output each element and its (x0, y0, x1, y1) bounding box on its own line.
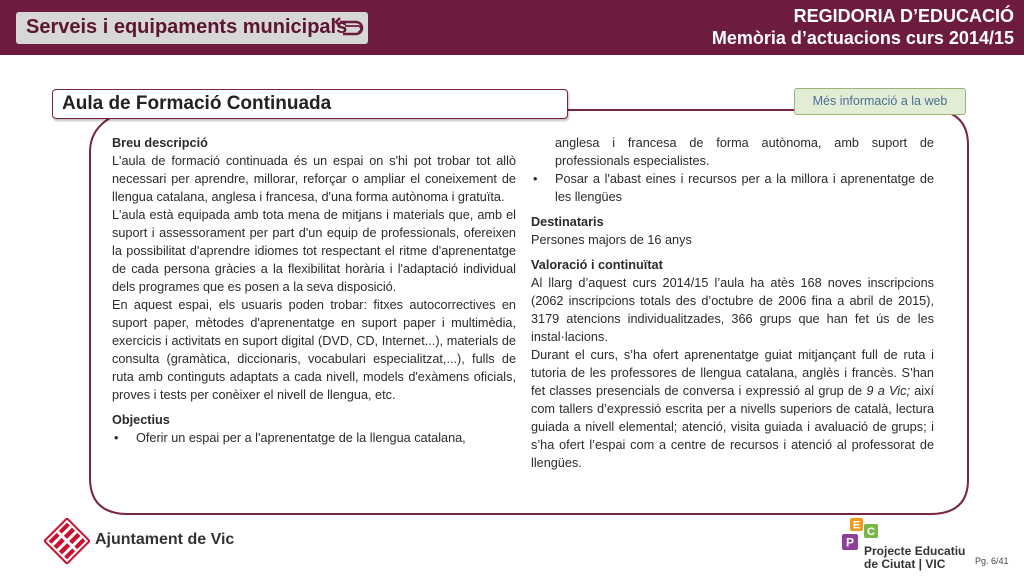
breu-paragraph-3: En aquest espai, els usuaris poden trobar: fitxes autocorrectives en suport paper, mètodes d'aprenentatge en suport paper i multimèdia, exercicis i activitats en suport digital (DVD, CD, Internet...), materials de consulta (gramàtica, diccionaris, vocabulari especialitzat,...), fulls de ruta amb continguts adaptats a cada nivell, models d'exàmens oficials, proves i tests per conèixer el nivell de llengua, etc. (112, 298, 516, 402)
pec-letter-e: E (852, 519, 861, 532)
valoracio-p2-a: Durant el curs, s’ha ofert aprenentatge guiat mitjançant full de ruta i tutoria de les professores de llengua catalana, anglès i francès. S’han fet classes presencials de conversa i expressió al grup de (531, 348, 934, 398)
department-title: REGIDORIA D’EDUCACIÓ (793, 6, 1014, 26)
pec-letter-c: C (867, 526, 875, 538)
more-info-label: Més informació a la web (812, 94, 948, 108)
destinataris-heading: Destinataris (531, 215, 604, 229)
pec-line-2: de Ciutat | VIC (864, 557, 946, 571)
valoracio-p2-em: 9 a Vic; (866, 384, 910, 398)
bullet-dot: • (533, 172, 538, 186)
breu-paragraph-1: L'aula de formació continuada és un espai on s'hi pot trobar tot allò necessari per aprendre, millorar, reforçar o ampliar el coneixement de llengua catalana, anglesa i francesa, d'una forma autònoma i gratuïta. (112, 154, 516, 204)
pec-letter-p: P (845, 535, 855, 550)
breu-heading: Breu descripció (112, 136, 208, 150)
report-title: Memòria d’actuacions curs 2014/15 (711, 28, 1014, 48)
right-column (531, 134, 934, 472)
objectius-bullet-2-text: Posar a l'abast eines i recursos per a la millora i aprenentatge de les llengües (555, 172, 934, 204)
card-title: Aula de Formació Continuada (62, 93, 332, 114)
ajuntament-logo-text: Ajuntament de Vic (95, 531, 235, 548)
objectius-bullet-1-cont (531, 134, 934, 170)
section-title: Serveis i equipaments municipals (26, 16, 348, 38)
objectius-bullet-1-text: Oferir un espai per a l'aprenentatge de la llengua catalana, (136, 431, 466, 445)
coat-of-arms-icon (44, 518, 90, 564)
card-title-box (52, 89, 568, 119)
valoracio-heading: Valoració i continuïtat (531, 258, 663, 272)
valoracio-paragraph-1: Al llarg d’aquest curs 2014/15 l’aula ha atès 168 noves inscripcions (2062 inscripcions totals des d’octubre de 2006 fina a abril de 2015), 3179 atencions individualitzades, 366 grups que han fet ús de les instal·lacions. (531, 276, 934, 344)
objectius-heading: Objectius (112, 413, 170, 427)
destinataris-text: Persones majors de 16 anys (531, 233, 692, 247)
objectius-bullet-1-cont-text: anglesa i francesa de forma autònoma, amb suport de professionals especialistes. (555, 136, 934, 168)
objectius-bullet-1 (112, 429, 516, 447)
left-column (112, 134, 516, 447)
pec-line-1: Projecte Educatiu (864, 544, 966, 558)
more-info-button[interactable] (794, 88, 966, 115)
objectius-bullet-2 (531, 170, 934, 206)
bullet-dot: • (114, 431, 119, 445)
valoracio-paragraph-2 (531, 346, 934, 472)
pec-logo-text (864, 545, 965, 571)
valoracio-p2-b: així com tallers d’expressió escrita per a nivells superiors de català, lectura guiada a nivell elemental; atenció, visita guiada i avaluació de grups; i s’ha ofert l’espai com a centre de recursos i atenció al professorat de llengües. (531, 384, 934, 470)
breu-paragraph-2: L'aula està equipada amb tota mena de mitjans i materials que, amb el suport i assessorament per part d'un equip de professionals, ofereixen la possibilitat d'aprendre idiomes tot respectant el ritme d'aprenentatge de cada persona gràcies a la flexibilitat horària i l'adaptació individual dels programes que es posen a la seva disposició. (112, 208, 516, 294)
page-number: Pg. 6/41 (975, 556, 1009, 566)
